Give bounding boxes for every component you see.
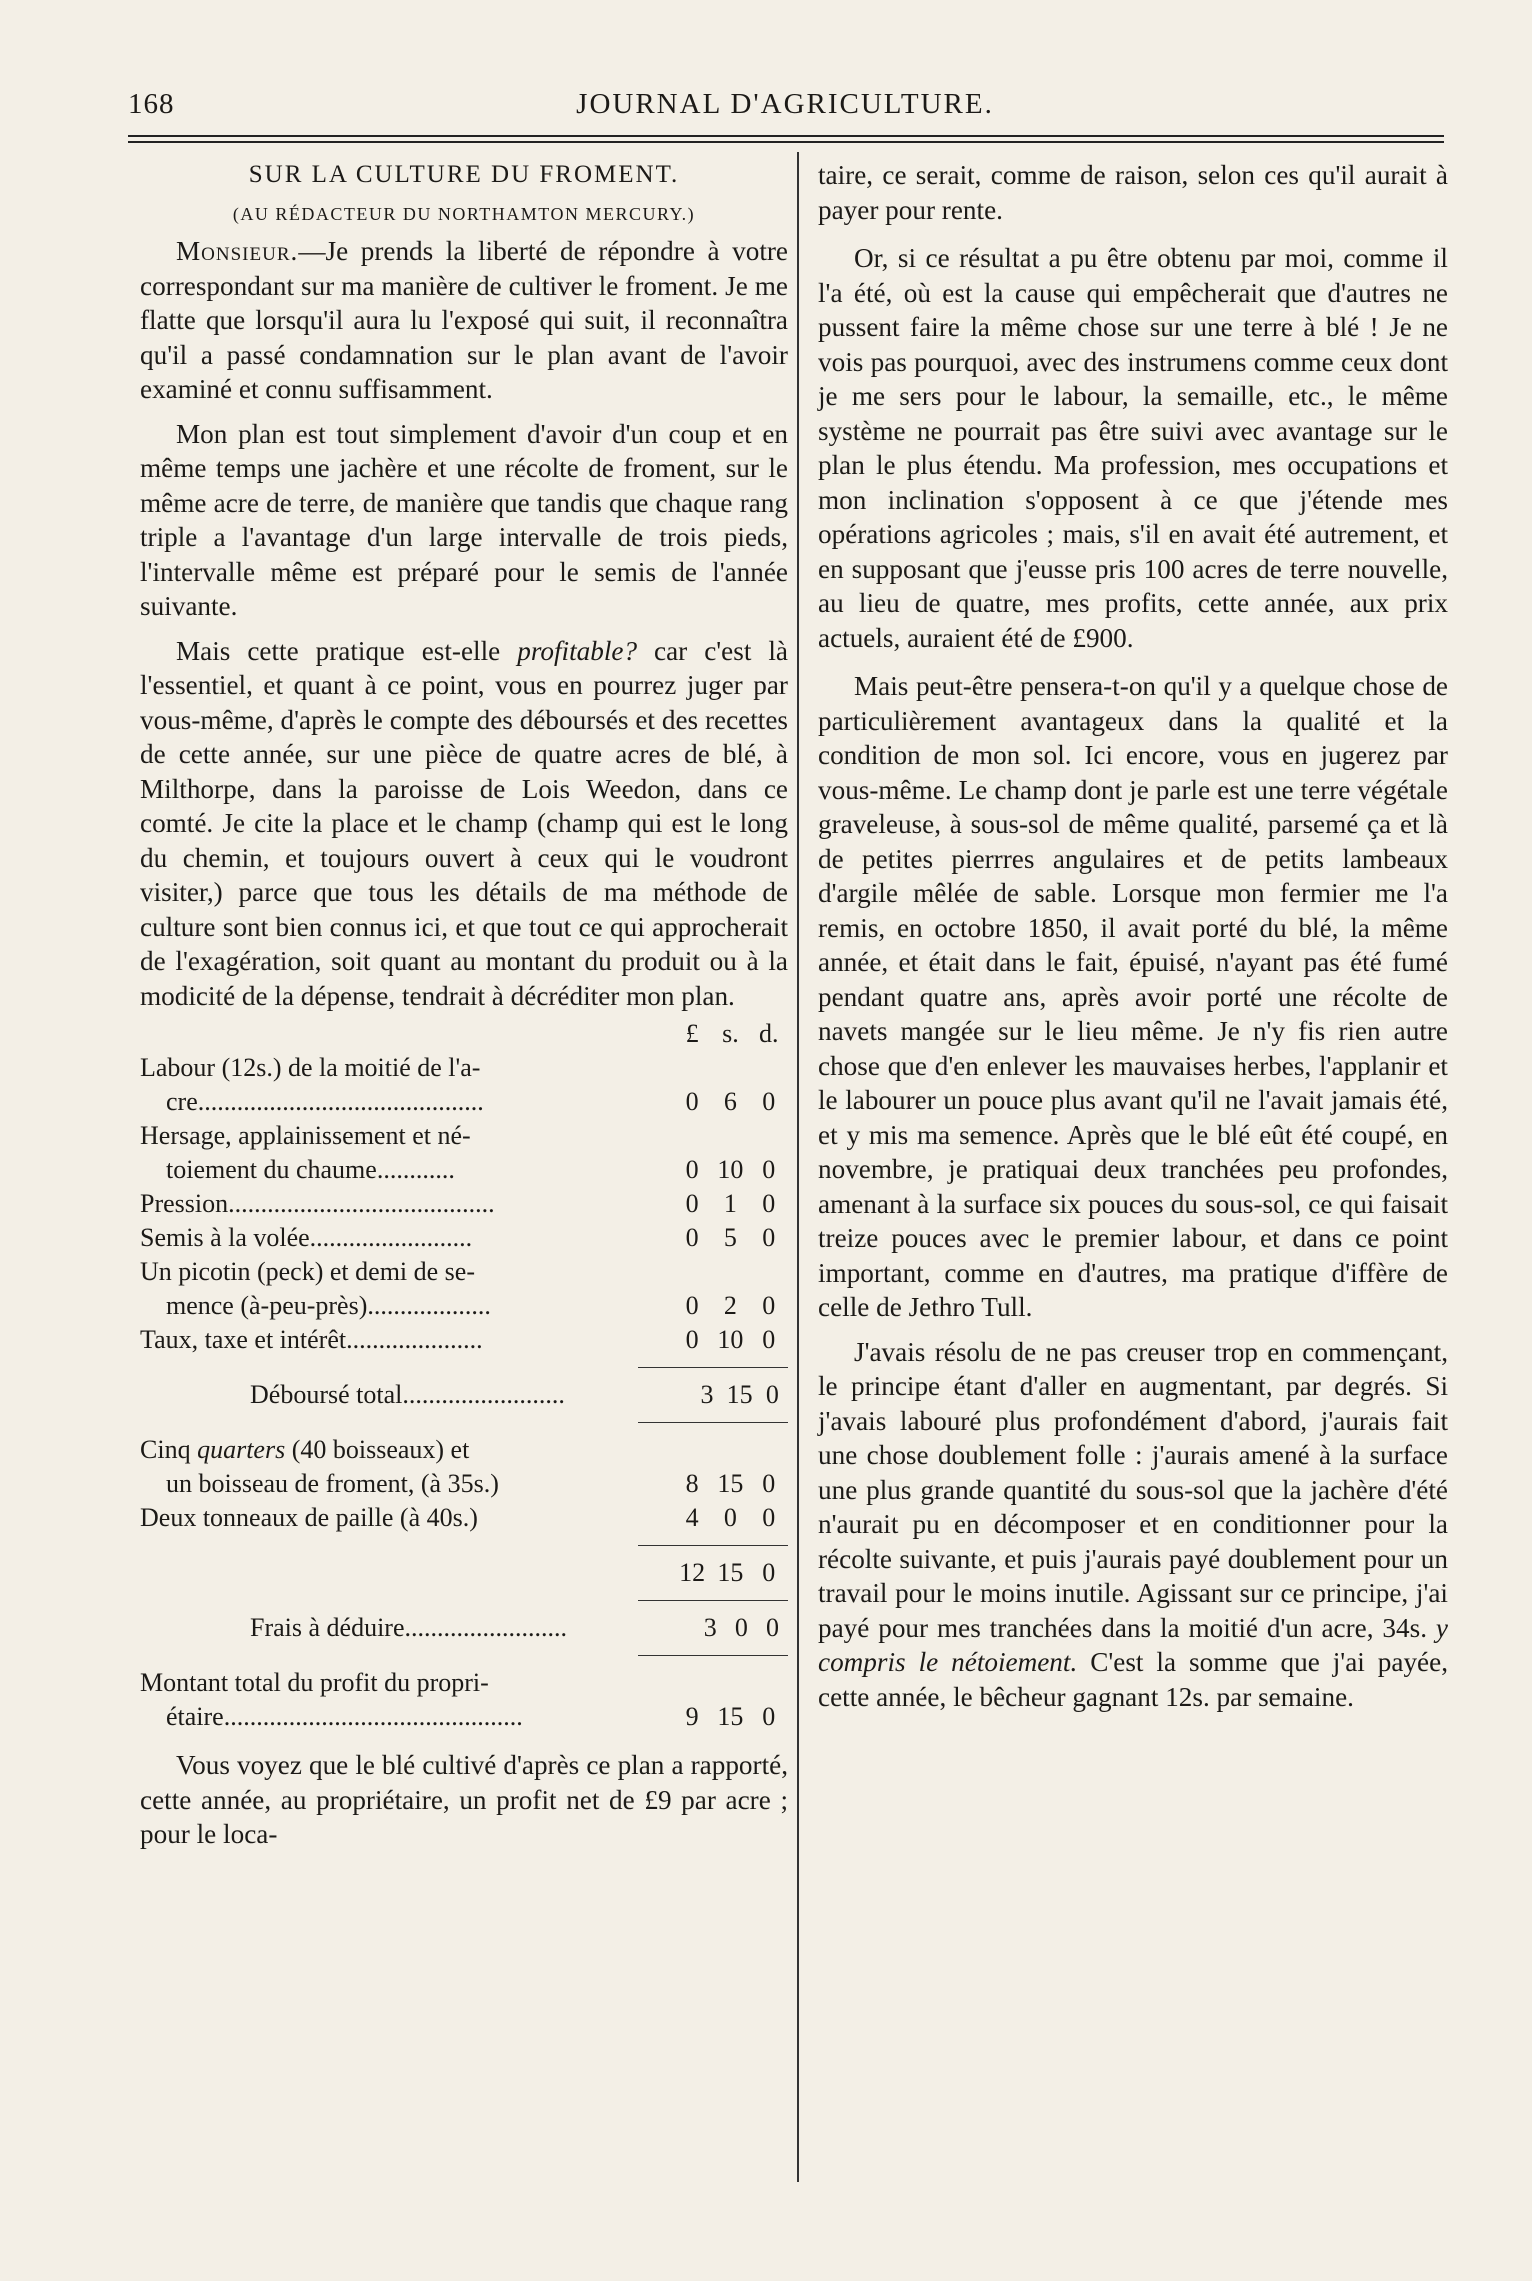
paragraph-1-text: —Je prends la liberté de répondre à votre correspondant sur ma manière de cultiver le froment. Je me flatte que lorsqu'il aura lu l'exposé qui suit, il reconnaîtra qu'il a passé condamnation sur le plan avant de l'avoir examiné et connu suffisamment. <box>140 236 788 404</box>
ledger-value: 0 <box>685 1155 699 1184</box>
ledger-value: 0 <box>685 1291 699 1320</box>
right-column <box>818 158 1448 1714</box>
ledger-item-label-cont: cre............................................ <box>166 1087 484 1116</box>
paragraph-3 <box>140 634 788 1014</box>
ledger-item-label-cont: mence (à-peu-près)................... <box>166 1291 491 1320</box>
ledger-item-label: Semis à la volée......................... <box>140 1223 473 1252</box>
ledger-value: 0 <box>762 1291 776 1320</box>
ledger-value: 9 <box>685 1702 699 1731</box>
ledger-row <box>140 1323 788 1357</box>
ledger-income <box>140 1433 788 1535</box>
ledger-header-row <box>140 1017 788 1051</box>
ledger-value: 0 <box>762 1558 776 1587</box>
ledger-value: 15 <box>717 1558 744 1587</box>
ledger-deduct <box>140 1611 788 1645</box>
page-header <box>120 88 1450 128</box>
paragraph-3-emphasis: profitable? <box>517 635 638 666</box>
ledger-value: 15 <box>717 1469 744 1498</box>
paragraph-7 <box>818 1335 1448 1715</box>
article-heading: SUR LA CULTURE DU FROMENT. <box>248 161 680 188</box>
ledger-head-shillings: s. <box>722 1019 739 1048</box>
ledger-value: 0 <box>765 1613 779 1642</box>
ledger-value: 0 <box>685 1223 699 1252</box>
ledger-item-label-cont: un boisseau de froment, (à 35s.) <box>166 1469 499 1498</box>
ledger-value: 0 <box>762 1223 776 1252</box>
ledger-value: 12 <box>679 1558 706 1587</box>
ledger-value: 0 <box>762 1325 776 1354</box>
ledger-rule <box>638 1600 788 1601</box>
ledger-value: 0 <box>734 1613 748 1642</box>
ledger-value: 0 <box>762 1469 776 1498</box>
header-rule-top <box>128 135 1444 137</box>
ledger-value: 4 <box>685 1503 699 1532</box>
ledger-value: 1 <box>723 1189 737 1218</box>
ledger-value: 0 <box>765 1380 779 1409</box>
ledger-sum <box>140 1556 788 1590</box>
paragraph-7-text-a: J'avais résolu de ne pas creuser trop en commençant, le principe étant d'aller en augmentant, par degrés. Si j'avais labouré plus profondément d'abord, j'aurais fait une chose doublement folle : j'aurais amené à la surface une plus grande quantité du sous-sol que la jachère d'été n'aurait pu en décomposer et en conditionner pour la récolte suivante, et puis j'aurais payé doublement pour un travail pour le moins inutile. Agissant sur ce principe, j'ai payé pour mes tranchées dans la moitié d'un acre, 34s. <box>818 1336 1448 1643</box>
ledger-value: 15 <box>726 1380 753 1409</box>
ledger-head-pounds: £ <box>685 1019 699 1048</box>
ledger-value: 0 <box>685 1189 699 1218</box>
ledger-total-label: Déboursé total......................... <box>250 1380 565 1409</box>
paragraph-3-text-b: car c'est là l'essentiel, et quant à ce point, vous en pourrez juger par vous-même, d'après le compte des déboursés et des recettes de cette année, sur une pièce de quatre acres de blé, à Milthorpe, dans la paroisse de Lois Weedon, dans ce comté. Je cite la place et le champ (champ qui est le long du chemin, et toujours ouvert à ceux qui le voudront visiter,) parce que tous les détails de ma méthode de culture sont bien connus ici, et que tout ce qui approcherait de l'exagération, soit quant au montant du produit ou à la modicité de la dépense, tendrait à décréditer mon plan. <box>140 635 788 1011</box>
paragraph-5: Or, si ce résultat a pu être obtenu par moi, comme il l'a été, où est la cause qui empêcherait que d'autres ne pussent faire la même chose sur une terre à blé ! Je ne vois pas pourquoi, avec des instrumens comme ceux dont je me sers pour le labour, la semaille, etc., le même système ne pourrait pas être suivi avec avantage sur le plan le plus étendu. Ma profession, mes occupations et mon inclination s'opposent à ce que j'étende mes opérations agricoles ; mais, s'il en avait été autrement, et en supposant que j'eusse pris 100 acres de terre nouvelle, au lieu de quatre, mes profits, cette année, aux prix actuels, auraient été de £900. <box>818 243 1448 653</box>
ledger-value: 5 <box>723 1223 737 1252</box>
ledger-value: 0 <box>723 1503 737 1532</box>
ledger-table <box>140 1017 788 1357</box>
ledger-row <box>140 1187 788 1221</box>
ledger-item-label: Hersage, applainissement et né- <box>140 1121 471 1150</box>
journal-title: JOURNAL D'AGRICULTURE. <box>576 88 994 120</box>
ledger-value: 8 <box>685 1469 699 1498</box>
ledger-rule <box>638 1545 788 1546</box>
paragraph-continued: taire, ce serait, comme de raison, selon ces qu'il aurait à payer pour rente. <box>818 160 1448 225</box>
salutation: Monsieur. <box>176 236 299 266</box>
page-number: 168 <box>128 88 175 120</box>
ledger-value: 0 <box>762 1087 776 1116</box>
paragraph-1 <box>140 234 788 407</box>
ledger-total <box>140 1378 788 1412</box>
header-rule-bottom <box>128 141 1444 143</box>
paragraph-2: Mon plan est tout simplement d'avoir d'un coup et en même temps une jachère et une récolte de froment, sur le même acre de terre, de manière que tandis que chaque rang triple a l'avantage d'un large intervalle de trois pieds, l'intervalle même est préparé pour le semis de l'année suivante. <box>140 418 788 621</box>
ledger-row <box>140 1255 788 1323</box>
ledger-value: 10 <box>717 1325 744 1354</box>
ledger-value: 0 <box>685 1087 699 1116</box>
ledger-value: 0 <box>685 1325 699 1354</box>
ledger-item-label: Deux tonneaux de paille (à 40s.) <box>140 1503 478 1532</box>
paragraph-7-emphasis: y compris le nétoiement. <box>818 1612 1448 1677</box>
ledger-row <box>140 1221 788 1255</box>
ledger-head-pence: d. <box>759 1019 779 1048</box>
ledger-value: 0 <box>762 1503 776 1532</box>
ledger-row <box>140 1119 788 1187</box>
ledger-item-label: Taux, taxe et intérêt..................... <box>140 1325 483 1354</box>
left-column <box>140 158 788 1852</box>
ledger-value: 2 <box>723 1291 737 1320</box>
ledger-item-label-cont: toiement du chaume............ <box>166 1155 455 1184</box>
ledger-rule <box>638 1367 788 1368</box>
ledger-row <box>140 1501 788 1535</box>
column-divider <box>797 152 799 2182</box>
ledger-value: 3 <box>703 1613 717 1642</box>
paragraph-6: Mais peut-être pensera-t-on qu'il y a quelque chose de particulièrement avantageux dans la qualité et la condition de mon sol. Ici encore, vous en jugerez par vous-même. Le champ dont je parle est une terre végétale graveleuse, à sous-sol de même qualité, parsemé ça et là de petites pierrres angulaires et de petits lambeaux d'argile mêlée de sable. Lorsque mon fermier me l'a remis, en octobre 1850, il avait porté du blé, la même année, et était dans le fait, épuisé, n'ayant pas été fumé pendant quatre ans, après avoir porté une récolte de navets mangée sur le lieu même. Je n'y fis rien autre chose que d'en enlever les mauvaises herbes, l'applanir et le labourer un pouce plus avant qu'il ne l'avait jamais été, et y mis ma semence. Après que le blé eût été coupé, en novembre, je pratiquai deux tranchées peu profondes, amenant à la surface six pouces du sous-sol, ce qui faisait treize pouces avec le premier labour, et dans ce point important, comme en d'autres, ma pratique d'iffère de celle de Jethro Tull. <box>818 671 1448 1322</box>
ledger-value: 0 <box>762 1155 776 1184</box>
article-subheading: (AU RÉDACTEUR DU NORTHAMTON MERCURY.) <box>232 204 696 224</box>
ledger-row <box>140 1433 788 1501</box>
ledger-deduct-label: Frais à déduire......................... <box>250 1613 568 1642</box>
ledger-value: 6 <box>723 1087 737 1116</box>
ledger-item-label: Un picotin (peck) et demi de se- <box>140 1257 475 1286</box>
paragraph-4: Vous voyez que le blé cultivé d'après ce plan a rapporté, cette année, au propriétaire, un profit net de £9 par acre ; pour le loca- <box>140 1750 788 1849</box>
ledger-rule <box>638 1655 788 1656</box>
paragraph-7-text-b: C'est la somme que j'ai payée, cette année, le bêcheur gagnant 12s. par semaine. <box>818 1647 1448 1712</box>
ledger-item-label: Cinq quarters (40 boisseaux) et <box>140 1435 470 1464</box>
ledger-profit-label: Montant total du profit du propri- <box>140 1668 489 1697</box>
ledger-value: 0 <box>762 1189 776 1218</box>
ledger-profit-label-cont: étaire.............................................. <box>166 1702 523 1731</box>
ledger-value: 0 <box>762 1702 776 1731</box>
ledger-value: 10 <box>717 1155 744 1184</box>
ledger-item-label: Pression......................................... <box>140 1189 495 1218</box>
paragraph-3-text-a: Mais cette pratique est-elle <box>176 635 518 666</box>
ledger-value: 3 <box>700 1380 714 1409</box>
ledger-profit <box>140 1666 788 1734</box>
ledger-item-label: Labour (12s.) de la moitié de l'a- <box>140 1053 481 1082</box>
ledger-value: 15 <box>717 1702 744 1731</box>
ledger-rule <box>638 1422 788 1423</box>
ledger-row <box>140 1051 788 1119</box>
